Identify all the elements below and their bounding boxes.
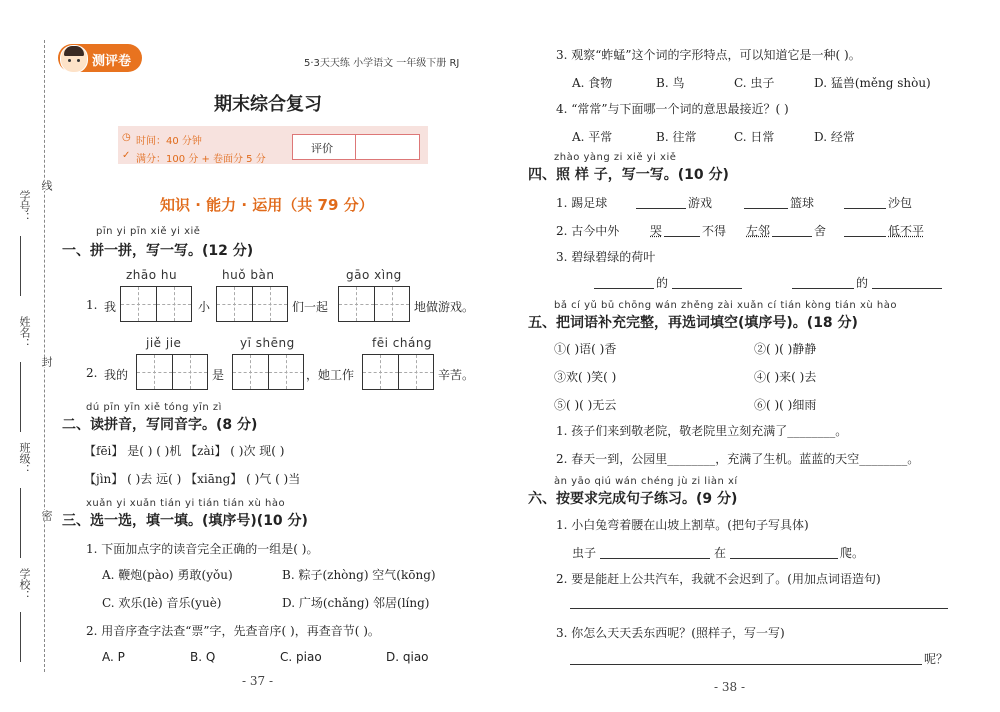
s1-r1-py3: gāo xìng <box>346 268 402 282</box>
s5-c6[interactable]: ⑥( )( )细雨 <box>754 398 817 412</box>
q3-c[interactable]: C. 虫子 <box>734 76 775 90</box>
page-number-37: - 37 - <box>242 674 274 688</box>
s5-c4[interactable]: ④( )来( )去 <box>754 370 817 384</box>
margin-id-label: 学号： <box>18 190 31 223</box>
s4-r3-blank2[interactable] <box>672 288 742 289</box>
evaluation-box[interactable] <box>292 134 420 160</box>
s1-r1-num: 1. <box>86 298 98 312</box>
s3-q1-a[interactable]: A. 鞭炮(pào) 勇敢(yǒu) <box>102 568 233 582</box>
s5-title: 五、把词语补充完整，再选词填空(填序号)。(18 分) <box>528 315 858 331</box>
s1-title: 一、拼一拼，写一写。(12 分) <box>62 243 254 259</box>
s1-r2-box1[interactable] <box>136 354 208 390</box>
s4-r1-d: 沙包 <box>888 196 913 210</box>
s6-q2: 2. 要是能赶上公共汽车，我就不会迟到了。(用加点词语造句) <box>556 572 881 586</box>
right-page <box>500 0 1000 712</box>
margin-feng: 封 <box>40 356 53 367</box>
margin-school-label: 学校： <box>18 568 31 601</box>
s3-pinyin: xuǎn yi xuǎn tián yi tián tián xù hào <box>86 498 286 509</box>
q4-c[interactable]: C. 日常 <box>734 130 775 144</box>
check-icon: ✓ <box>122 150 131 161</box>
s4-r3-blank3[interactable] <box>792 288 854 289</box>
s4-r1-blank1[interactable] <box>636 208 686 209</box>
q4[interactable]: 4. “常常”与下面哪一个词的意思最接近？( ) <box>556 102 789 116</box>
margin-school-line <box>20 612 21 662</box>
s4-title: 四、照 样 子，写一写。(10 分) <box>528 167 729 183</box>
s3-q1-d[interactable]: D. 广场(chǎng) 邻居(líng) <box>282 596 430 610</box>
s1-r2-w4: 辛苦。 <box>438 368 475 382</box>
margin-class-line <box>20 488 21 558</box>
s3-q2[interactable]: 2. 用音序查字法查“票”字，先查音序( )，再查音节( )。 <box>86 624 380 638</box>
s4-r3-blank1[interactable] <box>594 288 654 289</box>
s4-r1-blank3[interactable] <box>844 208 886 209</box>
page-title: 期末综合复习 <box>214 94 322 115</box>
s1-r2-py3: fēi cháng <box>372 336 433 350</box>
s1-r1-box3[interactable] <box>338 286 410 322</box>
s6-q1-a: 虫子 <box>572 546 597 560</box>
margin-class-label: 班级： <box>18 442 31 475</box>
s3-q2-a[interactable]: A. P <box>102 650 125 664</box>
s1-r1-py1: zhāo hu <box>126 268 178 282</box>
s3-q2-b[interactable]: B. Q <box>190 650 216 664</box>
s6-q2-answer-line[interactable] <box>570 608 948 609</box>
section-banner: 知识 · 能力 · 运用（共 79 分） <box>160 196 374 214</box>
s6-q3: 3. 你怎么天天丢东西呢？(照样子，写一写) <box>556 626 785 640</box>
s4-r2-e: 舍 <box>814 224 827 238</box>
s3-q1-b[interactable]: B. 粽子(zhòng) 空气(kōng) <box>282 568 436 582</box>
margin-mi: 密 <box>40 510 53 521</box>
s4-r2-blank2[interactable] <box>772 236 812 237</box>
s5-q2[interactable]: 2. 春天一到，公园里________，充满了生机。蓝蓝的天空________。 <box>556 452 920 466</box>
s1-r1-box2[interactable] <box>216 286 288 322</box>
q4-d[interactable]: D. 经常 <box>814 130 855 144</box>
series-header: 5·3天天练 小学语文 一年级下册 RJ <box>304 58 460 69</box>
badge-label: 测评卷 <box>92 54 132 69</box>
s4-r1-blank2[interactable] <box>744 208 788 209</box>
margin-name-line <box>20 362 21 432</box>
s3-title: 三、选一选，填一填。(填序号)(10 分) <box>62 513 308 529</box>
s6-pinyin: àn yāo qiú wán chéng jù zi liàn xí <box>554 476 738 487</box>
q3[interactable]: 3. 观察“蚱蜢”这个词的字形特点，可以知道它是一种( )。 <box>556 48 861 62</box>
s1-r1-box1[interactable] <box>120 286 192 322</box>
s4-r2-b: 哭 <box>650 224 663 238</box>
s4-r2-c: 不得 <box>702 224 727 238</box>
margin-id-line <box>20 236 21 296</box>
s5-pinyin: bǎ cí yǔ bǔ chōng wán zhěng zài xuǎn cí tián kòng tián xù hào <box>554 300 897 311</box>
s2-title: 二、读拼音，写同音字。(8 分) <box>62 417 258 433</box>
s5-c3[interactable]: ③欢( )笑( ) <box>554 370 617 384</box>
s4-r2-blank3[interactable] <box>844 236 886 237</box>
s1-pinyin: pīn yi pīn xiě yi xiě <box>96 226 201 237</box>
s1-r2-py1: jiě jie <box>146 336 182 350</box>
q3-b[interactable]: B. 鸟 <box>656 76 685 90</box>
s6-q1-b: 在 <box>714 546 727 560</box>
s2-pinyin: dú pīn yīn xiě tóng yīn zì <box>86 402 222 413</box>
s6-title: 六、按要求完成句子练习。(9 分) <box>528 491 738 507</box>
clock-icon: ◷ <box>122 132 131 143</box>
s5-c1[interactable]: ①( )语( )香 <box>554 342 617 356</box>
s6-q1-c: 爬。 <box>840 546 865 560</box>
s1-r2-w3: ，她工作 <box>306 368 355 382</box>
s5-c2[interactable]: ②( )( )静静 <box>754 342 817 356</box>
s5-c5[interactable]: ⑤( )( )无云 <box>554 398 617 412</box>
q4-b[interactable]: B. 往常 <box>656 130 697 144</box>
margin-name-label: 姓名： <box>18 316 31 349</box>
s3-q1-c[interactable]: C. 欢乐(lè) 音乐(yuè) <box>102 596 222 610</box>
mascot-icon <box>60 45 88 73</box>
s1-r2-num: 2. <box>86 366 98 380</box>
s1-r2-w1: 我的 <box>104 368 129 382</box>
s4-r3-c: 的 <box>856 276 869 290</box>
s4-r1-c: 篮球 <box>790 196 815 210</box>
s5-q1[interactable]: 1. 孩子们来到敬老院，敬老院里立刻充满了________。 <box>556 424 848 438</box>
page-number-38: - 38 - <box>714 680 746 694</box>
s2-row1[interactable]: 【fēi】 是( ) ( )机 【zài】 ( )次 现( ) <box>84 444 285 458</box>
s3-q2-d[interactable]: D. qiao <box>386 650 429 664</box>
s3-q2-c[interactable]: C. piao <box>280 650 322 664</box>
s4-r3-b: 的 <box>656 276 669 290</box>
s6-q3-end: 呢？ <box>924 652 949 666</box>
time-limit: 时间：40 分钟 <box>136 136 202 147</box>
s3-q1[interactable]: 1. 下面加点字的读音完全正确的一组是( )。 <box>86 542 319 556</box>
s1-r1-w3: 们一起 <box>292 300 329 314</box>
s1-r1-py2: huǒ bàn <box>222 268 275 282</box>
s4-r2-d: 左邻 <box>746 224 771 238</box>
s4-r2-a: 2. 古今中外 <box>556 224 620 238</box>
s6-q3-answer-line[interactable] <box>570 664 922 665</box>
evaluation-label: 评价 <box>311 142 333 155</box>
s4-r3-blank4[interactable] <box>872 288 942 289</box>
s1-r2-box3[interactable] <box>362 354 434 390</box>
s6-q1-blank1[interactable] <box>600 558 710 559</box>
full-score: 满分：100 分 + 卷面分 5 分 <box>136 154 266 165</box>
s1-r1-w4: 地做游戏。 <box>414 300 475 314</box>
margin-xian: 线 <box>40 180 53 191</box>
s6-q1-blank2[interactable] <box>730 558 838 559</box>
s1-r2-box2[interactable] <box>232 354 304 390</box>
s2-row2[interactable]: 【jìn】 ( )去 远( ) 【xiāng】 ( )气 ( )当 <box>84 472 301 486</box>
s1-r1-w2: 小 <box>198 300 211 314</box>
q3-d[interactable]: D. 猛兽(měng shòu) <box>814 76 931 90</box>
badge <box>58 44 142 72</box>
s4-r3: 3. 碧绿碧绿的荷叶 <box>556 250 656 264</box>
s6-q1: 1. 小白兔弯着腰在山坡上割草。(把句子写具体) <box>556 518 809 532</box>
s1-r2-py2: yī shēng <box>240 336 295 350</box>
s4-r1-a: 1. 踢足球 <box>556 196 608 210</box>
s4-r2-blank1[interactable] <box>664 236 700 237</box>
q3-a[interactable]: A. 食物 <box>572 76 613 90</box>
s4-r1-b: 游戏 <box>688 196 713 210</box>
s4-pinyin: zhào yàng zi xiě yi xiě <box>554 152 677 163</box>
s1-r1-w1: 我 <box>104 300 117 314</box>
q4-a[interactable]: A. 平常 <box>572 130 613 144</box>
s1-r2-w2: 是 <box>212 368 225 382</box>
s4-r2-f: 低不平 <box>888 224 925 238</box>
